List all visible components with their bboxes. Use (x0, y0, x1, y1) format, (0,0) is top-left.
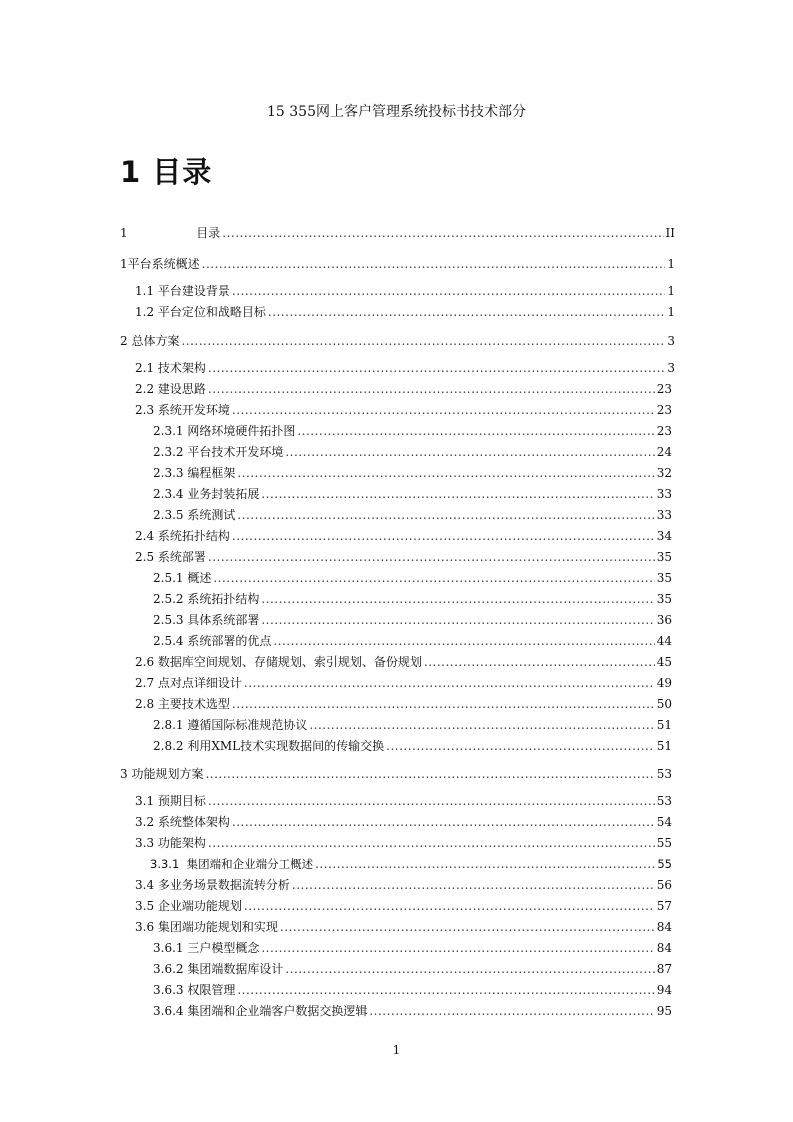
toc-entry-label: 2.1 技术架构 (135, 361, 206, 375)
toc-entry-label: 2.4 系统拓扑结构 (135, 529, 230, 543)
toc-entry[interactable] (135, 548, 672, 566)
toc-entry-label: 3.4 多业务场景数据流转分析 (135, 878, 290, 892)
toc-entry-page: 51 (656, 739, 672, 753)
toc-title: 1 目录 (120, 155, 213, 189)
toc-entry[interactable] (153, 981, 672, 999)
toc-dot-leader (285, 443, 654, 461)
toc-entry[interactable] (120, 332, 675, 350)
toc-entry[interactable] (153, 632, 672, 650)
toc-entry-page: 94 (656, 983, 672, 997)
toc-entry-page: 23 (656, 424, 672, 438)
toc-entry-label: 2 总体方案 (120, 334, 180, 348)
toc-entry-label: 3.6.3 权限管理 (153, 983, 236, 997)
toc-dot-leader (232, 695, 655, 713)
toc-entry-label: 2.3.2 平台技术开发环境 (153, 445, 284, 459)
toc-dot-leader (315, 855, 655, 873)
toc-entry[interactable] (135, 653, 672, 671)
toc-entry[interactable] (120, 765, 672, 783)
toc-entry-label: 2.5.2 系统拓扑结构 (153, 592, 260, 606)
toc-entry-label: 3.6 集团端功能规划和实现 (135, 920, 278, 934)
toc-entry-page: 53 (656, 767, 672, 781)
toc-entry-page: 49 (656, 676, 672, 690)
toc-entry-page: 36 (656, 613, 672, 627)
toc-dot-leader (261, 485, 654, 503)
toc-entry[interactable] (135, 674, 672, 692)
toc-entry-page: 35 (656, 571, 672, 585)
toc-entry[interactable] (153, 939, 672, 957)
toc-entry-page: 87 (656, 962, 672, 976)
toc-entry-page: 32 (656, 466, 672, 480)
toc-dot-leader (244, 897, 655, 915)
toc-entry-label: 3 功能规划方案 (120, 767, 204, 781)
toc-dot-leader (309, 716, 654, 734)
toc-entry-page: 54 (656, 815, 672, 829)
toc-entry[interactable] (135, 918, 672, 936)
toc-entry[interactable] (153, 569, 672, 587)
toc-entry[interactable] (120, 224, 675, 242)
toc-entry-label: 1 目录 (120, 226, 221, 240)
toc-entry[interactable] (153, 422, 672, 440)
toc-entry[interactable] (135, 303, 675, 321)
toc-dot-leader (208, 834, 655, 852)
toc-entry-label: 2.5.1 概述 (153, 571, 212, 585)
toc-entry[interactable] (153, 1002, 672, 1020)
toc-entry[interactable] (153, 485, 672, 503)
toc-entry-label: 3.3.1 集团端和企业端分工概述 (150, 857, 314, 871)
toc-dot-leader (208, 359, 665, 377)
toc-entry-label: 3.6.1 三户模型概念 (153, 941, 260, 955)
toc-entry[interactable] (135, 695, 672, 713)
toc-entry-page: 57 (656, 899, 672, 913)
toc-dot-leader (386, 737, 655, 755)
toc-entry-page: 84 (656, 920, 672, 934)
toc-entry-label: 1.2 平台定位和战略目标 (135, 305, 266, 319)
toc-entry-page: 1 (667, 257, 675, 271)
toc-entry-label: 2.5.3 具体系统部署 (153, 613, 260, 627)
toc-entry-page: II (665, 226, 675, 240)
toc-entry[interactable] (153, 611, 672, 629)
toc-entry-page: 33 (656, 508, 672, 522)
toc-entry-page: 24 (656, 445, 672, 459)
toc-entry-label: 2.2 建设思路 (135, 382, 206, 396)
toc-entry[interactable] (153, 443, 672, 461)
toc-entry-label: 2.3.5 系统测试 (153, 508, 236, 522)
toc-entry-label: 2.5 系统部署 (135, 550, 206, 564)
toc-entry-page: 35 (656, 550, 672, 564)
toc-entry[interactable] (135, 792, 672, 810)
toc-entry[interactable] (150, 855, 672, 873)
toc-entry-label: 2.8 主要技术选型 (135, 697, 230, 711)
toc-entry-page: 55 (656, 836, 672, 850)
toc-dot-leader (285, 960, 654, 978)
toc-entry-page: 35 (656, 592, 672, 606)
toc-entry-label: 1.1 平台建设背景 (135, 284, 230, 298)
toc-entry[interactable] (153, 506, 672, 524)
toc-entry-page: 55 (657, 857, 672, 871)
toc-entry[interactable] (153, 716, 672, 734)
toc-entry[interactable] (153, 960, 672, 978)
toc-dot-leader (237, 464, 654, 482)
toc-entry-label: 2.5.4 系统部署的优点 (153, 634, 272, 648)
toc-entry-page: 1 (667, 284, 675, 298)
toc-dot-leader (208, 792, 655, 810)
toc-entry[interactable] (153, 590, 672, 608)
toc-dot-leader (232, 282, 665, 300)
toc-dot-leader (273, 632, 654, 650)
toc-entry-page: 51 (656, 718, 672, 732)
toc-entry-label: 2.3.3 编程框架 (153, 466, 236, 480)
toc-entry[interactable] (153, 464, 672, 482)
toc-entry-label: 1平台系统概述 (120, 257, 200, 271)
toc-entry-page: 95 (656, 1004, 672, 1018)
toc-dot-leader (261, 939, 654, 957)
toc-dot-leader (237, 981, 654, 999)
toc-dot-leader (297, 422, 654, 440)
toc-entry-label: 2.8.2 利用XML技术实现数据间的传输交换 (153, 739, 385, 753)
toc-entry[interactable] (135, 380, 672, 398)
toc-entry-page: 34 (656, 529, 672, 543)
toc-entry-label: 3.6.4 集团端和企业端客户数据交换逻辑 (153, 1004, 368, 1018)
toc-entry-label: 3.3 功能架构 (135, 836, 206, 850)
toc-dot-leader (244, 674, 655, 692)
toc-entry-page: 56 (656, 878, 672, 892)
toc-entry-page: 44 (656, 634, 672, 648)
toc-entry-page: 23 (656, 382, 672, 396)
toc-entry-page: 84 (656, 941, 672, 955)
toc-entry[interactable] (120, 255, 675, 273)
toc-dot-leader (181, 332, 665, 350)
toc-entry-label: 2.6 数据库空间规划、存储规划、索引规划、备份规划 (135, 655, 422, 669)
toc-dot-leader (232, 527, 655, 545)
toc-entry[interactable] (135, 834, 672, 852)
toc-entry[interactable] (135, 401, 672, 419)
toc-dot-leader (237, 506, 654, 524)
toc-dot-leader (369, 1002, 654, 1020)
toc-dot-leader (222, 224, 663, 242)
toc-entry-label: 3.6.2 集团端数据库设计 (153, 962, 284, 976)
toc-entry-label: 2.7 点对点详细设计 (135, 676, 242, 690)
toc-dot-leader (205, 765, 654, 783)
toc-entry[interactable] (135, 282, 675, 300)
toc-entry[interactable] (153, 737, 672, 755)
toc-dot-leader (208, 548, 655, 566)
toc-entry-page: 45 (656, 655, 672, 669)
toc-dot-leader (261, 590, 654, 608)
toc-entry-label: 2.3.1 网络环境硬件拓扑图 (153, 424, 296, 438)
toc-entry-label: 3.2 系统整体架构 (135, 815, 230, 829)
toc-entry-page: 3 (667, 334, 675, 348)
toc-dot-leader (208, 380, 655, 398)
toc-dot-leader (213, 569, 654, 587)
toc-entry[interactable] (135, 359, 675, 377)
toc-dot-leader (424, 653, 655, 671)
toc-entry-label: 2.8.1 遵循国际标准规范协议 (153, 718, 308, 732)
toc-entry[interactable] (135, 527, 672, 545)
toc-dot-leader (268, 303, 665, 321)
toc-entry-page: 1 (667, 305, 675, 319)
toc-dot-leader (261, 611, 654, 629)
toc-entry-label: 2.3 系统开发环境 (135, 403, 230, 417)
toc-dot-leader (202, 255, 666, 273)
toc-dot-leader (232, 401, 655, 419)
toc-entry-page: 50 (656, 697, 672, 711)
toc-entry-page: 23 (656, 403, 672, 417)
toc-dot-leader (280, 918, 655, 936)
toc-entry-label: 2.3.4 业务封装拓展 (153, 487, 260, 501)
toc-entry[interactable] (135, 813, 672, 831)
toc-entry-page: 33 (656, 487, 672, 501)
toc-entry[interactable] (135, 897, 672, 915)
toc-dot-leader (232, 813, 655, 831)
toc-entry-label: 3.1 预期目标 (135, 794, 206, 808)
page-number: 1 (392, 1043, 401, 1057)
document-header: 15 355网上客户管理系统投标书技术部分 (267, 104, 526, 120)
toc-dot-leader (292, 876, 655, 894)
toc-entry-page: 53 (656, 794, 672, 808)
toc-entry-label: 3.5 企业端功能规划 (135, 899, 242, 913)
toc-entry-page: 3 (667, 361, 675, 375)
toc-entry[interactable] (135, 876, 672, 894)
